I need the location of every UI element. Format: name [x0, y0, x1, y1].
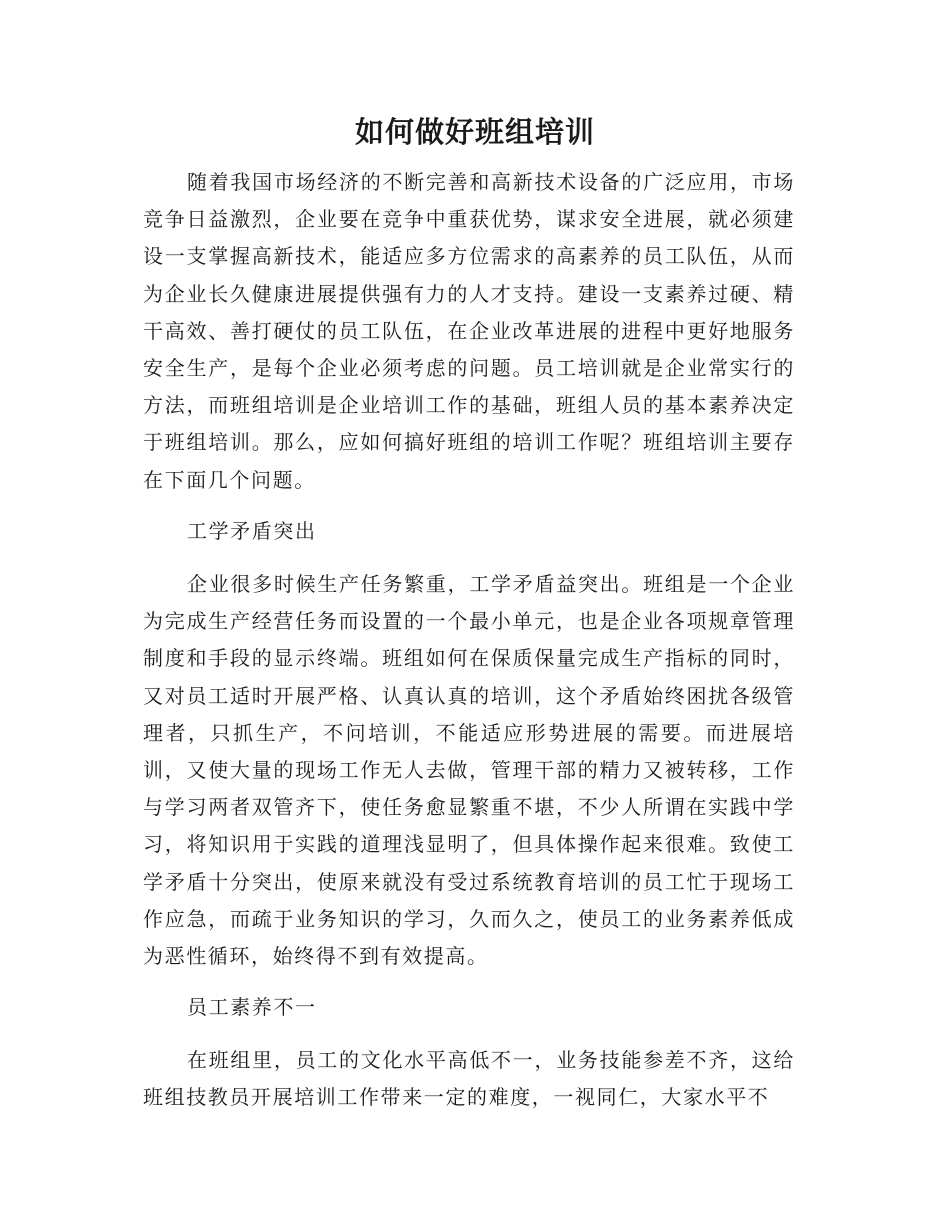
section-heading-work-study-conflict: 工学矛盾突出 [187, 519, 317, 543]
paragraph-staff-quality: 在班组里，员工的文化水平高低不一，业务技能参差不齐，这给班组技教员开展培训工作带来一定的难度，一视同仁，大家水平不 [143, 1048, 795, 1110]
document-title: 如何做好班组培训 [354, 115, 595, 149]
section-heading-staff-quality: 员工素养不一 [187, 995, 317, 1019]
paragraph-intro: 随着我国市场经济的不断完善和高新技术设备的广泛应用，市场竞争日益激烈，企业要在竞争中重获优势，谋求安全进展，就必须建设一支掌握高新技术，能适应多方位需求的高素养的员工队伍，从而为企业长久健康进展提供强有力的人才支持。建设一支素养过硬、精干高效、善打硬仗的员工队伍，在企业改革进展的进程中更好地服务安全生产，是每个企业必须考虑的问题。员工培训就是企业常实行的方法，而班组培训是企业培训工作的基础，班组人员的基本素养决定于班组培训。那么，应如何搞好班组的培训工作呢？班组培训主要存在下面几个问题。 [143, 170, 795, 492]
paragraph-work-study-conflict: 企业很多时候生产任务繁重，工学矛盾益突出。班组是一个企业为完成生产经营任务而设置的一个最小单元，也是企业各项规章管理制度和手段的显示终端。班组如何在保质保量完成生产指标的同时，又对员工适时开展严格、认真认真的培训，这个矛盾始终困扰各级管理者，只抓生产，不问培训，不能适应形势进展的需要。而进展培训，又使大量的现场工作无人去做，管理干部的精力又被转移，工作与学习两者双管齐下，使任务愈显繁重不堪，不少人所谓在实践中学习，将知识用于实践的道理浅显明了，但具体操作起来很难。致使工学矛盾十分突出，使原来就没有受过系统教育培训的员工忙于现场工作应急，而疏于业务知识的学习，久而久之，使员工的业务素养低成为恶性循环，始终得不到有效提高。 [143, 572, 795, 969]
